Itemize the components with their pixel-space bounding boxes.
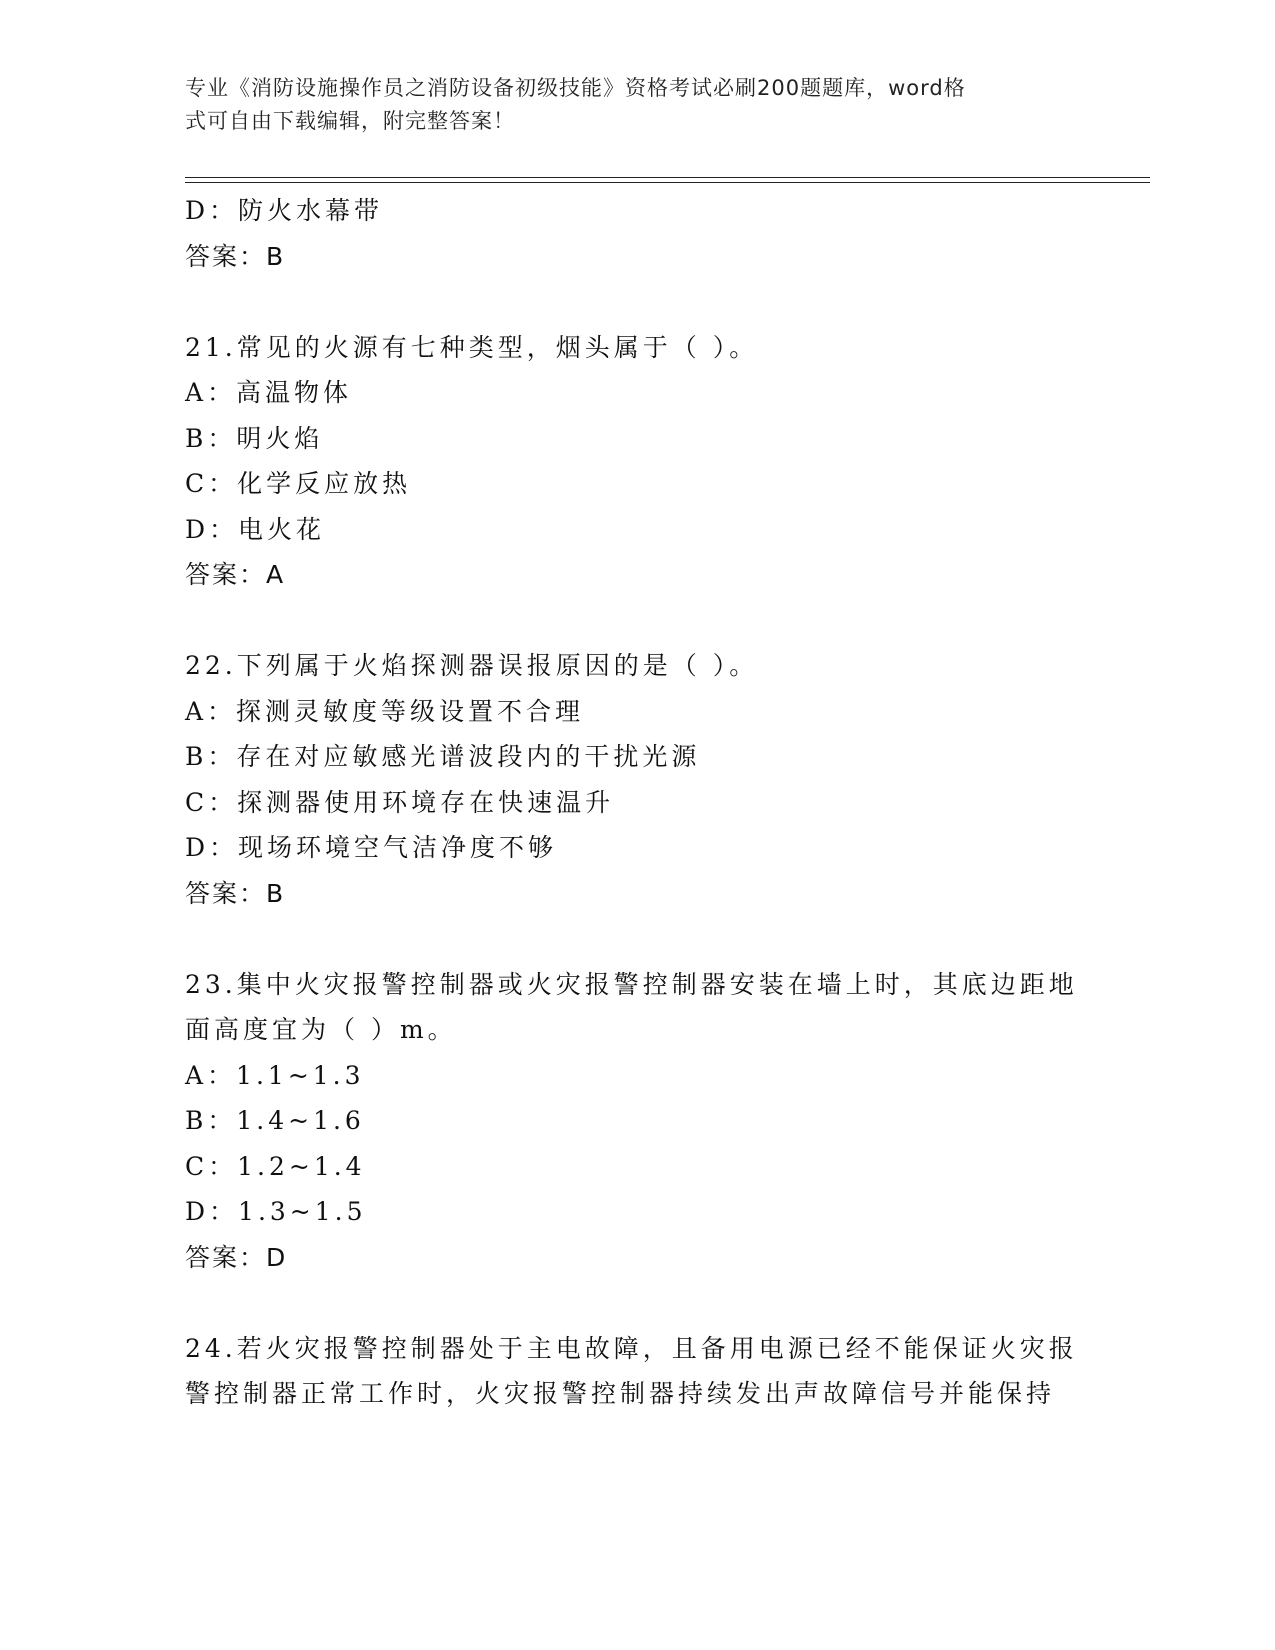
question-block-23 — [185, 962, 1085, 1281]
option-b: B：存在对应敏感光谱波段内的干扰光源 — [185, 742, 701, 771]
answer-line: 答案：B — [185, 878, 286, 908]
option-a: A：高温物体 — [185, 378, 353, 407]
header-divider-top — [185, 177, 1150, 178]
option-c: C：1.2~1.4 — [185, 1151, 366, 1181]
question-stem-continued: 面高度宜为（ ）m。 — [185, 1015, 457, 1044]
spacer — [185, 1280, 1085, 1326]
question-stem: 24.若火灾报警控制器处于主电故障，且备用电源已经不能保证火灾报 — [185, 1333, 1078, 1363]
header-divider-bottom — [185, 182, 1150, 183]
header-line-2: 式可自由下载编辑，附完整答案！ — [185, 109, 515, 133]
option-b: B：明火焰 — [185, 423, 324, 453]
question-stem-continued: 警控制器正常工作时，火灾报警控制器持续发出声故障信号并能保持 — [185, 1379, 1056, 1408]
option-d: D：防火水幕带 — [185, 196, 384, 225]
option-d: D：1.3~1.5 — [185, 1197, 367, 1226]
spacer — [185, 916, 1085, 962]
option-a: A：探测灵敏度等级设置不合理 — [185, 696, 585, 726]
answer-line: 答案：A — [185, 560, 286, 589]
option-c: C：化学反应放热 — [185, 469, 412, 498]
spacer — [185, 279, 1085, 325]
page-header — [185, 72, 1065, 138]
answer-line: 答案：D — [185, 1242, 288, 1272]
option-d: D：电火花 — [185, 514, 326, 544]
spacer — [185, 598, 1085, 644]
question-stem: 21.常见的火源有七种类型，烟头属于（ ）。 — [185, 332, 759, 362]
question-block-24 — [185, 1326, 1085, 1417]
option-a: A：1.1~1.3 — [185, 1060, 365, 1090]
question-list — [185, 188, 1085, 1417]
option-b: B：1.4~1.6 — [185, 1106, 365, 1135]
question-stem: 22.下列属于火焰探测器误报原因的是（ ）。 — [185, 651, 759, 680]
option-c: C：探测器使用环境存在快速温升 — [185, 787, 615, 817]
question-block-22 — [185, 643, 1085, 916]
answer-line: 答案：B — [185, 241, 286, 271]
question-block-20-tail — [185, 188, 1085, 279]
question-stem: 23.集中火灾报警控制器或火灾报警控制器安装在墙上时，其底边距地 — [185, 969, 1078, 999]
question-block-21 — [185, 325, 1085, 598]
header-line-1: 专业《消防设施操作员之消防设备初级技能》资格考试必刷200题题库，word格 — [185, 76, 966, 100]
option-d: D：现场环境空气洁净度不够 — [185, 833, 558, 862]
